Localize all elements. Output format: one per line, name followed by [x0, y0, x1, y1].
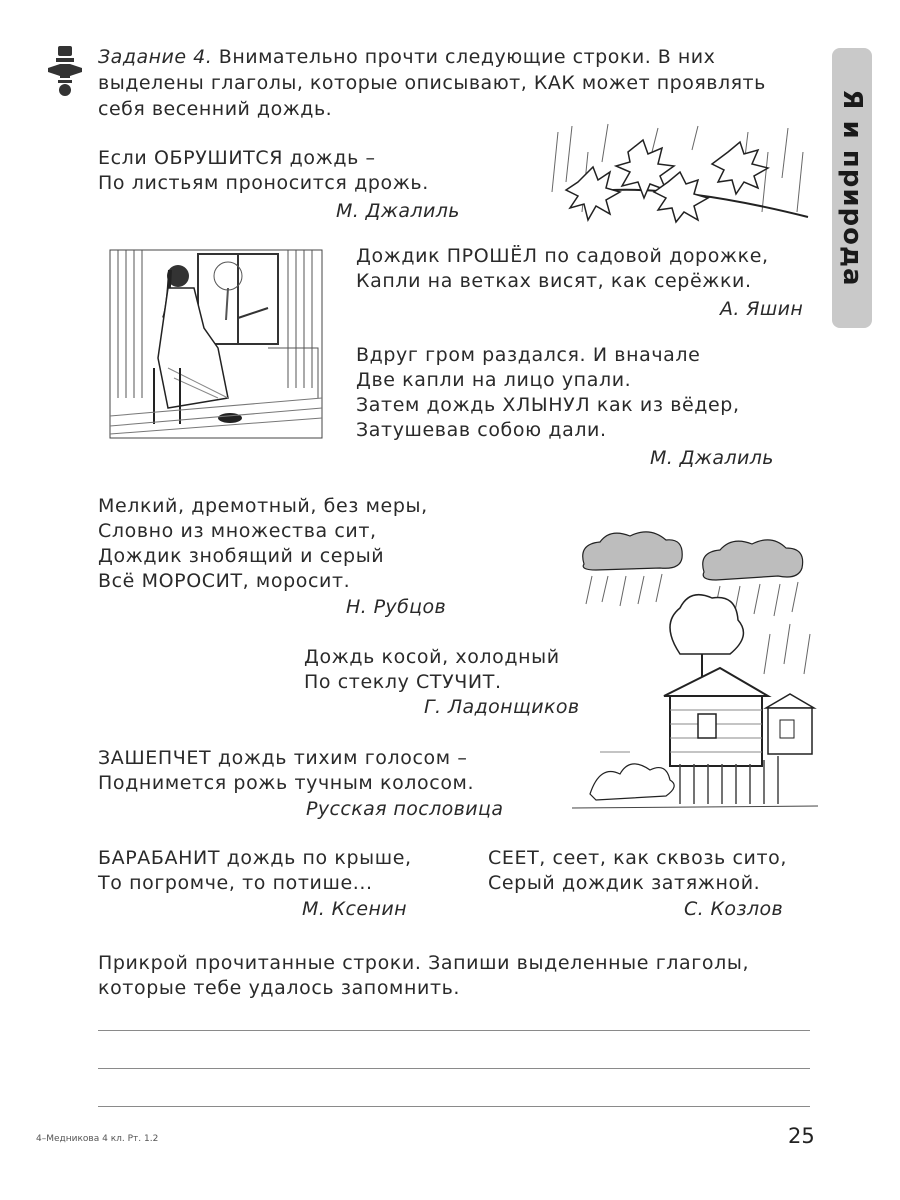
page-number: 25: [788, 1124, 815, 1148]
poem-line: Словно из множества сит,: [98, 520, 377, 542]
maple-branch-rain-illustration: [548, 122, 818, 227]
poem-author: М. Джалиль: [650, 447, 774, 469]
poem-line: По стеклу СТУЧИТ.: [304, 671, 502, 693]
poem-ladonshchikov: [304, 645, 560, 695]
poem-line: Всё МОРОСИТ, моросит.: [98, 570, 351, 592]
poem-dzhalil-1: [98, 146, 429, 196]
poem-author: М. Джалиль: [336, 200, 460, 222]
task-paragraph: [98, 44, 816, 122]
poem-line: СЕЕТ, сеет, как сквозь сито,: [488, 847, 787, 869]
answer-line[interactable]: [98, 1106, 810, 1107]
poem-rubtsov: [98, 494, 428, 594]
poem-line: Капли на ветках висят, как серёжки.: [356, 270, 752, 292]
girl-at-window-illustration: [108, 248, 324, 440]
poem-line: Дождик знобящий и серый: [98, 545, 385, 567]
poem-kozlov: [488, 846, 787, 896]
poem-line: Затем дождь ХЛЫНУЛ как из вёдер,: [356, 394, 740, 416]
instruction-line: которые тебе удалось запомнить.: [98, 977, 461, 999]
house-under-rain-clouds-illustration: [570, 524, 820, 814]
poem-author: А. Яшин: [720, 298, 804, 320]
poem-line: Серый дождик затяжной.: [488, 872, 761, 894]
instruction: [98, 951, 749, 1001]
poem-line: Затушевав собою дали.: [356, 419, 607, 441]
task-text: Внимательно прочти следующие строки. В них выделены глаголы, которые описывают, КАК может проявлять себя весенний дождь.: [98, 46, 766, 120]
poem-line: ЗАШЕПЧЕТ дождь тихим голосом –: [98, 747, 468, 769]
poem-line: По листьям проносится дрожь.: [98, 172, 429, 194]
poem-author: Русская пословица: [306, 798, 504, 820]
poem-line: Дождик ПРОШЁЛ по садовой дорожке,: [356, 245, 769, 267]
poem-author: С. Козлов: [684, 898, 784, 920]
poem-ksenin: [98, 846, 412, 896]
poem-proverb: [98, 746, 474, 796]
poem-line: Вдруг гром раздался. И вначале: [356, 344, 701, 366]
poem-author: М. Ксенин: [302, 898, 407, 920]
poem-line: БАРАБАНИТ дождь по крыше,: [98, 847, 412, 869]
section-tab-label: Я и природа: [837, 89, 867, 287]
instruction-line: Прикрой прочитанные строки. Запиши выделенные глаголы,: [98, 952, 750, 974]
poem-line: То погромче, то потише...: [98, 872, 373, 894]
answer-line[interactable]: [98, 1030, 810, 1031]
section-tab: [832, 48, 872, 328]
poem-line: Дождь косой, холодный: [304, 646, 560, 668]
poem-author: Г. Ладонщиков: [424, 696, 580, 718]
poem-line: Поднимется рожь тучным колосом.: [98, 772, 475, 794]
poem-line: Две капли на лицо упали.: [356, 369, 632, 391]
poem-author: Н. Рубцов: [346, 596, 447, 618]
footer-print-info: 4–Медникова 4 кл. Рт. 1.2: [36, 1134, 159, 1144]
task-label: Задание 4.: [98, 46, 213, 68]
poem-line: Если ОБРУШИТСЯ дождь –: [98, 147, 376, 169]
poem-dzhalil-2: [356, 343, 740, 443]
poem-line: Мелкий, дремотный, без меры,: [98, 495, 428, 517]
task-icon: [46, 44, 84, 100]
answer-line[interactable]: [98, 1068, 810, 1069]
poem-yashin: [356, 244, 769, 294]
